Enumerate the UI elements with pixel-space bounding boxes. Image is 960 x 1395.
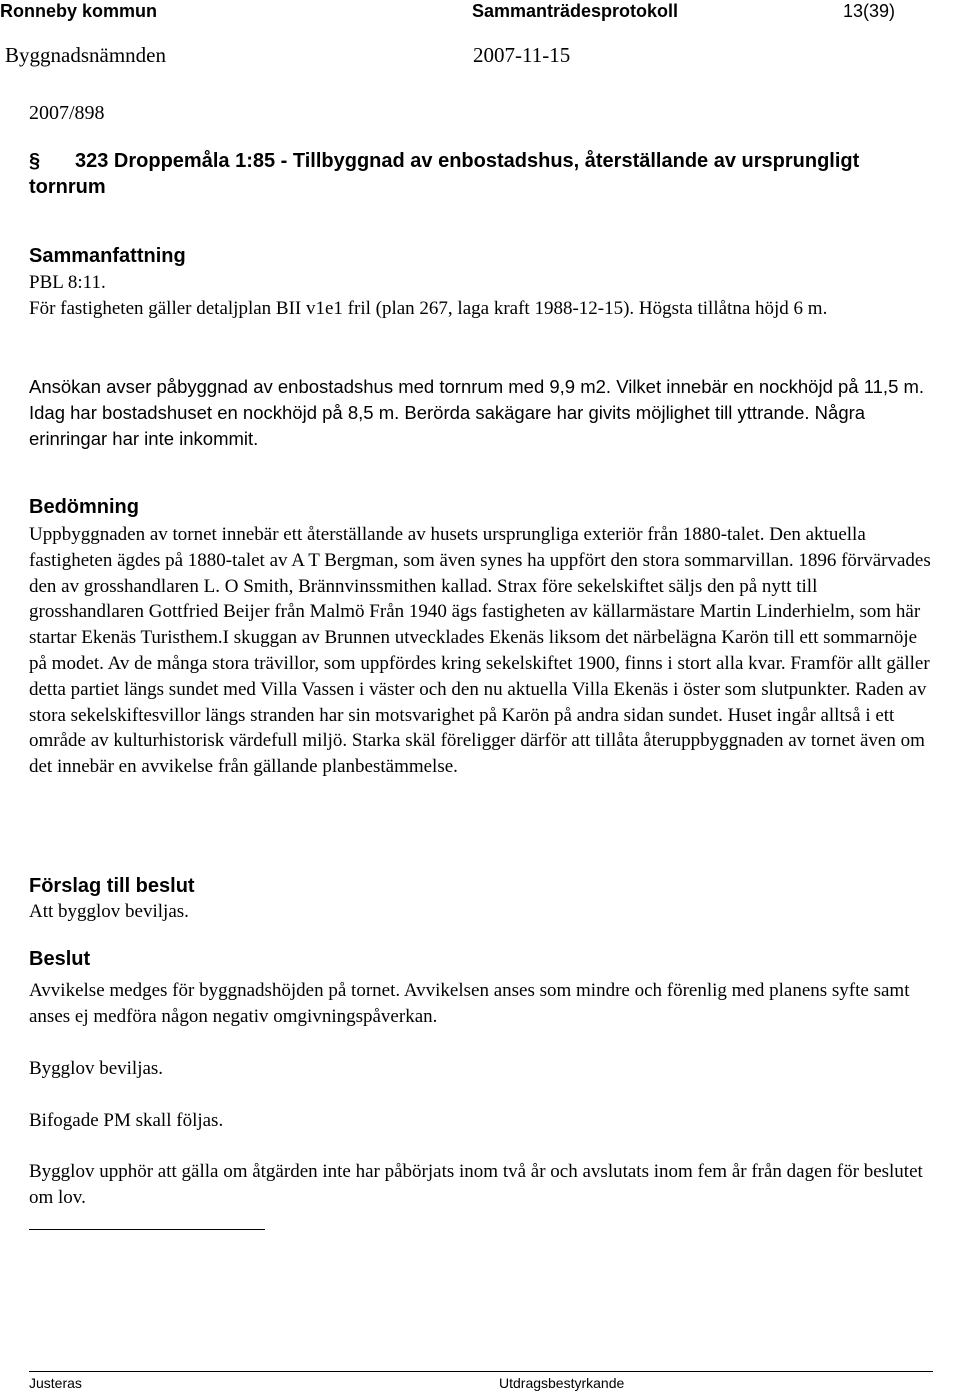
- section-sign: §: [29, 150, 41, 172]
- document-type: Sammanträdesprotokoll: [472, 1, 679, 21]
- organization-name: Ronneby kommun: [0, 1, 158, 21]
- assessment-text: Uppbyggnaden av tornet innebär ett återställande av husets ursprungliga exteriör från 1880-talet. Den aktuella fastigheten ägdes på 1880-talet av A T Bergman, som även synes ha uppfört den stora sommarvillan. 1896 förvärvades den av grosshandlaren L. O Smith, Brännvinssmithen kallad. Strax före sekelskiftet säljs den på nytt till grosshandlaren Gottfried Beijer från Malmö Från 1940 ägs fastigheten av källarmästare Martin Linderhielm, som här startar Ekenäs Turisthem.I skuggan av Brunnen utvecklades Ekenäs liksom det närbelägna Karön till ett sommarnöje på modet. Av de många stora trävillor, som uppfördes kring sekelskiftet 1900, finns i stort alla kvar. Framför allt gäller detta partiet längs sundet med Villa Vassen i väster och den nu aktuella Villa Ekenäs i öster som slutpunkter. Raden av stora sekelskiftesvillor längs stranden har sin motsvarighet på Karön på andra sidan sundet. Huset ingår alltså i ett område av kulturhistorisk värdefull miljö. Starka skäl föreligger därför att tillåta återuppbyggnaden av tornet även om det innebär en avvikelse från gällande planbestämmelse.: [29, 524, 931, 778]
- item-title: [29, 148, 929, 200]
- summary-plan-text: För fastigheten gäller detaljplan BII v1e1 fril (plan 267, laga kraft 1988-12-15). Högsta tillåtna höjd 6 m.: [29, 298, 828, 319]
- committee-name: Byggnadsnämnden: [5, 43, 166, 67]
- page-number: 13(39): [843, 1, 896, 21]
- separator-line: [29, 1229, 265, 1230]
- decision-heading: Beslut: [29, 948, 91, 970]
- decision-paragraph: Avvikelse medges för byggnadshöjden på tornet. Avvikelsen anses som mindre och förenlig med planens syfte samt anses ej medföra någon negativ omgivningspåverkan.: [29, 980, 910, 1027]
- footer-utdragsbestyrkande-label: Utdragsbestyrkande: [499, 1375, 625, 1391]
- assessment-heading: Bedömning: [29, 496, 139, 518]
- decision-paragraph: Bygglov upphör att gälla om åtgärden inte har påbörjats inom två år och avslutats inom fem år från dagen för beslutet om lov.: [29, 1161, 923, 1208]
- item-title-text: 323 Droppemåla 1:85 - Tillbyggnad av enbostadshus, återställande av ursprungligt tornrum: [29, 150, 860, 198]
- footer-justeras-label: Justeras: [29, 1375, 82, 1391]
- proposal-heading: Förslag till beslut: [29, 875, 195, 897]
- case-number: 2007/898: [29, 102, 105, 124]
- summary-heading: Sammanfattning: [29, 245, 186, 267]
- summary-pbl-line: PBL 8:11.: [29, 272, 106, 293]
- meeting-date: 2007-11-15: [473, 43, 571, 67]
- footer-rule: [29, 1371, 933, 1372]
- decision-paragraph: Bifogade PM skall följas.: [29, 1110, 224, 1131]
- summary-application-text: Ansökan avser påbyggnad av enbostadshus med tornrum med 9,9 m2. Vilket innebär en nockhöjd på 11,5 m. Idag har bostadshuset en nockhöjd på 8,5 m. Berörda sakägare har givits möjlighet till yttrande. Några erinringar har inte inkommit.: [29, 376, 925, 449]
- proposal-text: Att bygglov beviljas.: [29, 901, 189, 922]
- decision-paragraph: Bygglov beviljas.: [29, 1058, 164, 1079]
